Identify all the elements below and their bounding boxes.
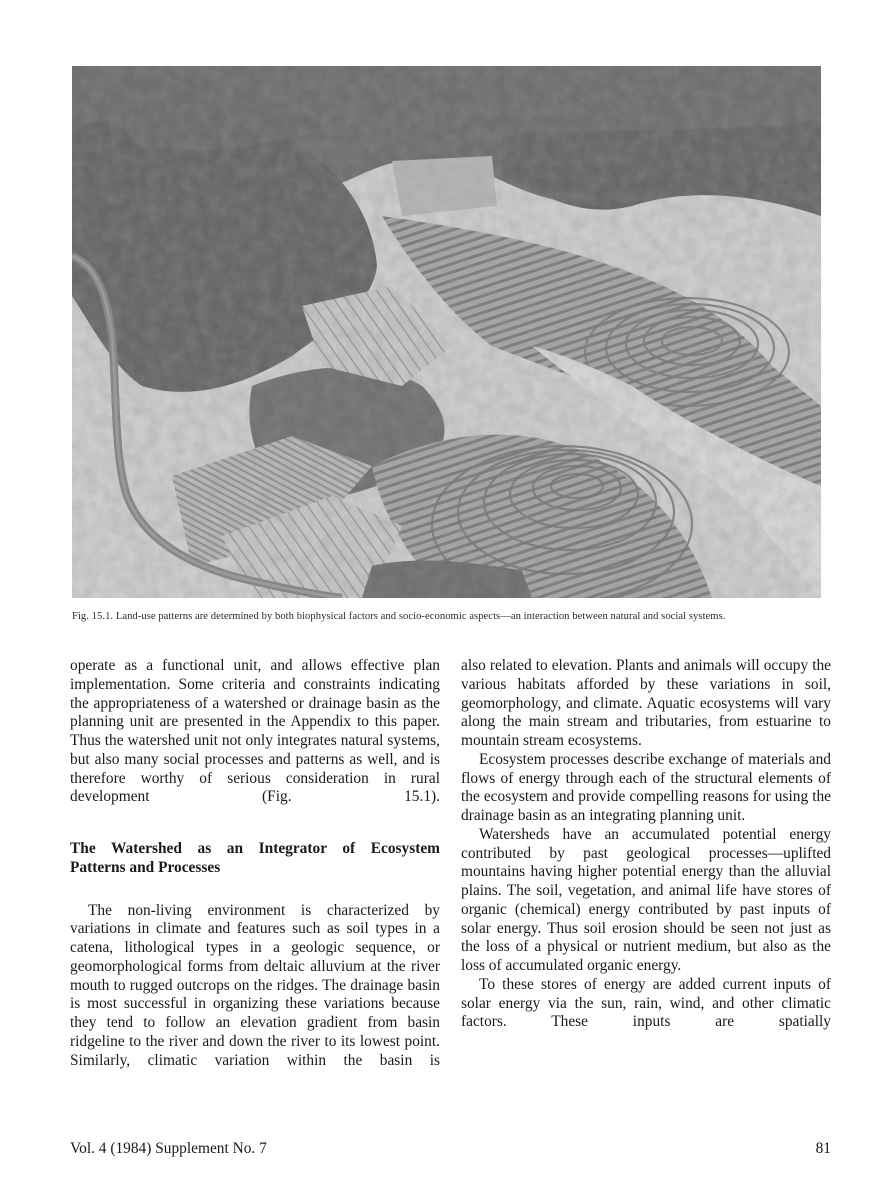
page-number: 81	[815, 1140, 831, 1157]
journal-volume-info: Vol. 4 (1984) Supplement No. 7	[70, 1140, 267, 1157]
right-paragraph-3: Watersheds have an accumulated potential energy contributed by past geological processes—uplifted mountains having higher potential energy than the alluvial plains. The soil, vegetation, and animal life have stores of organic (chemical) energy contributed by past inputs of solar energy. Thus soil erosion should be seen not just as the loss of a physical or nutrient medium, but also as the loss of accumulated organic energy.	[461, 825, 831, 974]
section-heading-line-2: Patterns and Processes	[70, 858, 221, 876]
left-paragraph-2: The non-living environment is characterized by variations in climate and features such as soil types in a catena, lithological types in a geologic sequence, or geomorphological forms from deltaic alluvium at the river mouth to rugged outcrops on the ridges. The drainage basin is most successful in organizing these variations because they tend to follow an elevation gradient from basin ridgeline to the river and down the river to its lowest point. Similarly, climatic variation within the basin is	[70, 901, 440, 1069]
left-paragraph-1: operate as a functional unit, and allows effective plan implementation. Some criteria and constraints indicating the appropriateness of a watershed or drainage basin as the planning unit are presented in the Appendix to this paper. Thus the watershed unit not only integrates natural systems, but also many social processes and patterns as well, and is therefore worthy of serious consideration in rural development (Fig. 15.1).	[70, 657, 440, 806]
right-column	[461, 657, 831, 1032]
right-paragraph-2: Ecosystem processes describe exchange of materials and flows of energy through each of the structural elements of the ecosystem and provide compelling reasons for using the drainage basin as an integrating planning unit.	[461, 750, 831, 824]
section-heading-line-1: The Watershed as an Integrator of Ecosystem	[70, 840, 440, 857]
right-paragraph-1: also related to elevation. Plants and animals will occupy the various habitats afforded by these variations in soil, geomorphology, and climate. Aquatic ecosystems will vary along the main stream and tributaries, from estuarine to mountain stream ecosystems.	[461, 657, 831, 749]
left-column	[70, 657, 440, 1070]
aerial-photo-illustration	[72, 66, 821, 598]
heading-spacer	[70, 878, 440, 902]
figure-caption: Fig. 15.1. Land-use patterns are determined by both biophysical factors and socio-economic aspects—an interaction between natural and social systems.	[72, 611, 726, 622]
figure-photo-aerial-landuse	[72, 66, 821, 598]
section-heading	[70, 840, 440, 878]
right-paragraph-4: To these stores of energy are added current inputs of solar energy via the sun, rain, wind, and other climatic factors. These inputs are spatially	[461, 975, 831, 1031]
